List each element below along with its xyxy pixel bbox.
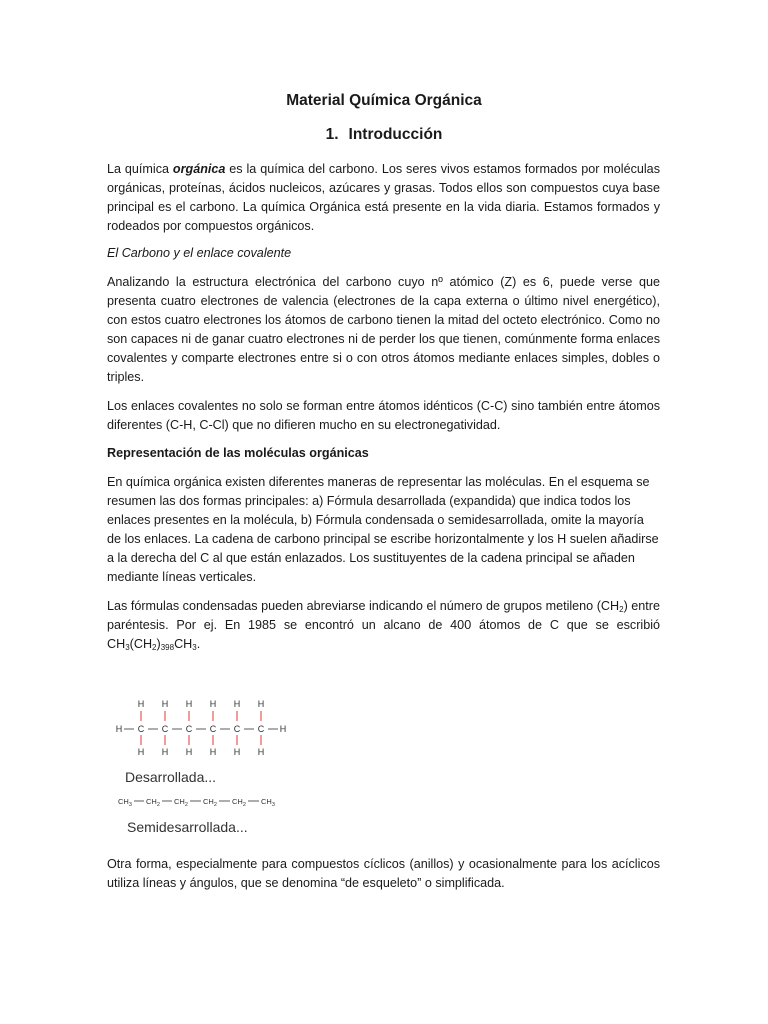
paragraph-representacion: En química orgánica existen diferentes maneras de representar las moléculas. En el esquema se resumen las dos formas principales: a) Fórmula desarrollada (expandida) que indica todos los enlaces presentes en la molécula, b) Fórmula condensada o semidesarrollada, omite la mayoría de los enlaces. La cadena de carbono principal se escribe horizontalmente y los H suelen añadirse a la derecha del C al que están enlazados. Los sustituyentes de la cadena principal se añaden mediante líneas verticales. [107, 475, 659, 584]
atom-h-top-6: H [257, 699, 265, 709]
p5-sub-5: 3 [192, 642, 197, 652]
subheading-carbono-enlace: El Carbono y el enlace covalente [107, 246, 292, 260]
paragraph-intro-rest: es la química del carbono. Los seres vivos estamos formados por moléculas orgánicas, proteínas, ácidos nucleicos, azúcares y grasas. Todos ellos son compuestos cuya base principal es el carbono. La química Orgánica está presente en la vida diaria. Estamos formados y rodeados por compuestos orgánicos. [107, 162, 660, 233]
section-heading-text: Introducción [348, 126, 443, 143]
atom-h-bottom-4: H [209, 747, 217, 757]
paragraph-intro [107, 160, 660, 236]
atom-h-left: H [115, 724, 123, 734]
atom-c-1: C [137, 724, 145, 734]
subheading-representacion: Representación de las moléculas orgánicas [107, 446, 369, 460]
emphasis-organica: orgánica [172, 162, 226, 176]
condensed-group-4: $CH_2$ [203, 797, 217, 808]
condensed-group-6: $CH_3$ [261, 797, 275, 808]
atom-h-top-2: H [161, 699, 169, 709]
paragraph-enlaces-covalentes: Los enlaces covalentes no solo se forman entre átomos idénticos (C-C) sino también entre átomos diferentes (C-H, C-Cl) que no difieren mucho en su electronegatividad. [107, 399, 660, 432]
atom-c-6: C [257, 724, 265, 734]
p5-text-6: . [196, 636, 201, 651]
atom-h-top-3: H [185, 699, 193, 709]
document-title: Material Química Orgánica [286, 92, 482, 109]
atom-c-3: C [185, 724, 193, 734]
condensed-group-3: $CH_2$ [174, 797, 188, 808]
p5-text-3: (CH [129, 636, 153, 651]
paragraph-formulas-condensadas [107, 597, 660, 654]
atom-c-5: C [233, 724, 241, 734]
hexane-formula-diagram [110, 695, 310, 840]
p5-text-1: Las fórmulas condensadas pueden abreviarse indicando el número de grupos metileno (CH [107, 599, 620, 613]
section-number: 1. [325, 126, 339, 143]
atom-h-bottom-5: H [233, 747, 241, 757]
atom-h-bottom-3: H [185, 747, 193, 757]
atom-h-top-5: H [233, 699, 241, 709]
atom-h-bottom-6: H [257, 747, 265, 757]
label-semidesarrollada: Semidesarrollada... [127, 819, 248, 835]
atom-h-top-1: H [137, 699, 145, 709]
p5-text-4: ) [156, 636, 161, 651]
p5-text-5: CH [174, 636, 193, 651]
paragraph-estructura-electronica: Analizando la estructura electrónica del carbono cuyo nº atómico (Z) es 6, puede verse que presenta cuatro electrones de valencia (electrones de la capa externa o último nivel energético), con estos cuatro electrones los átomos de carbono tienen la mitad del octeto electrónico. Como no son capaces ni de ganar cuatro electrones ni de perder los que tienen, comúnmente forma enlaces covalentes y comparte electrones entre si o con otros átomos mediante enlaces simples, dobles o triples. [107, 275, 660, 384]
atom-c-2: C [161, 724, 169, 734]
condensed-group-1: $CH_3$ [118, 797, 132, 808]
atom-h-top-4: H [209, 699, 217, 709]
atom-h-right: H [279, 724, 287, 734]
condensed-group-5: $CH_2$ [232, 797, 246, 808]
paragraph-esqueleto: Otra forma, especialmente para compuestos cíclicos (anillos) y ocasionalmente para los acíclicos utiliza líneas y ángulos, que se denomina “de esqueleto” o simplificada. [107, 857, 660, 890]
paragraph-intro-start: La química [107, 162, 173, 176]
condensed-group-2: $CH_2$ [146, 797, 160, 808]
p5-sub-3: 2 [152, 642, 157, 652]
p5-sub-1: 2 [619, 605, 624, 614]
hexane-formula-figure [110, 695, 310, 840]
label-desarrollada: Desarrollada... [125, 769, 217, 785]
p5-text-2: ) entre paréntesis. Por ej. En 1985 se encontró un alcano de 400 átomos de C que se escribió CH [107, 599, 660, 651]
atom-c-4: C [209, 724, 217, 734]
p5-sub-4: 398 [160, 642, 175, 652]
p5-sub-2: 3 [125, 642, 130, 652]
atom-h-bottom-1: H [137, 747, 145, 757]
section-heading [0, 126, 768, 144]
atom-h-bottom-2: H [161, 747, 169, 757]
